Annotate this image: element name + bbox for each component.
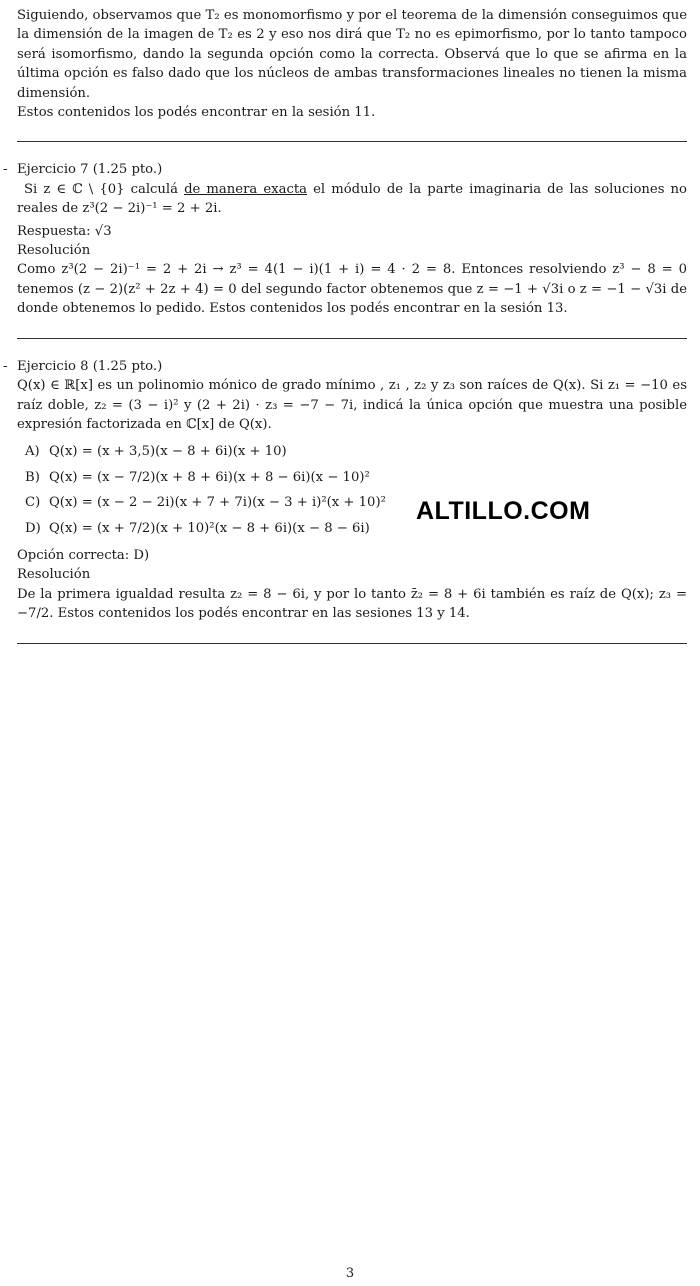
resolution-text: Como z³(2 − 2i)⁻¹ = 2 + 2i → z³ = 4(1 − i)(1 + i) = 4 · 2 = 8. Entonces resolviendo z³ − 8 = 0 tenemos (z − 2)(z² + 2z + 4) = 0 del segundo factor obtenemos que z = −1 + √3i o z = −1 − √3i de donde obtenemos lo pedido. Estos contenidos los podés encontrar en la sesión 13. — [17, 262, 687, 317]
exercise-bullet: - — [3, 358, 8, 374]
intro-paragraph: Siguiendo, observamos que T₂ es monomorfismo y por el teorema de la dimensión conseguimos que la dimensión de la imagen de T₂ es 2 y eso nos dirá que T₂ no es epimorfismo, por lo tanto tampoco será isomorfismo, dando la segunda opción como la correcta. Observá que lo que se afirma en la última opción es falso dado que los núcleos de ambas transformaciones lineales no tienen la misma dimensión. — [17, 8, 687, 101]
exercise-8 — [3, 357, 687, 624]
divider — [17, 643, 687, 644]
intro-sessions: Estos contenidos los podés encontrar en la sesión 11. — [17, 105, 376, 121]
exercise-bullet: - — [3, 162, 8, 178]
resolution-text: De la primera igualdad resulta z₂ = 8 − 6i, y por lo tanto z̄₂ = 8 + 6i también es raíz de Q(x); z₃ = −7/2. Estos contenidos los podés encontrar en las sesiones 13 y 14. — [17, 586, 687, 622]
option-expression: Q(x) = (x + 3,5)(x − 8 + 6i)(x + 10) — [49, 444, 287, 460]
statement-text: el módulo de la parte imaginaria de las soluciones no reales de z³(2 − 2i)⁻¹ = 2 + 2i. — [17, 181, 687, 217]
option-label: D) — [25, 520, 41, 536]
option-expression: Q(x) = (x + 7/2)(x + 10)²(x − 8 + 6i)(x − 8 − 6i) — [49, 520, 370, 536]
correct-option: Opción correcta: D) — [17, 547, 150, 563]
answer-line: Respuesta: √3 — [17, 223, 112, 239]
exercise-title: Ejercicio 8 (1.25 pto.) — [17, 358, 163, 374]
option-expression: Q(x) = (x − 7/2)(x + 8 + 6i)(x + 8 − 6i)(x − 10)² — [49, 469, 370, 485]
exercise-title: Ejercicio 7 (1.25 pto.) — [17, 162, 163, 178]
option-label: C) — [25, 495, 41, 511]
resolution-label: Resolución — [17, 567, 91, 583]
option-expression: Q(x) = (x − 2 − 2i)(x + 7 + 7i)(x − 3 + i)²(x + 10)² — [49, 495, 386, 511]
resolution-label: Resolución — [17, 243, 91, 259]
exercise-statement — [17, 180, 687, 219]
option-label: B) — [25, 469, 40, 485]
option-label: A) — [25, 444, 40, 460]
statement-text: Si z ∈ ℂ \ {0} calculá — [24, 181, 178, 197]
divider — [17, 338, 687, 339]
watermark: ALTILLO.COM — [416, 497, 591, 525]
option-b — [25, 468, 687, 487]
document-page — [3, 6, 687, 644]
exercise-statement: Q(x) ∈ ℝ[x] es un polinomio mónico de grado mínimo , z₁ , z₂ y z₃ son raíces de Q(x). Si z₁ = −10 es raíz doble, z₂ = (3 − i)² y (2 + 2i) · z₃ = −7 − 7i, indicá la única opción que muestra una posible expresión factorizada en ℂ[x] de Q(x). — [17, 378, 687, 432]
page-number: 3 — [345, 1266, 355, 1281]
option-a — [25, 442, 687, 461]
underlined-phrase: de manera exacta — [184, 181, 307, 197]
exercise-7 — [3, 160, 687, 318]
divider — [17, 141, 687, 142]
